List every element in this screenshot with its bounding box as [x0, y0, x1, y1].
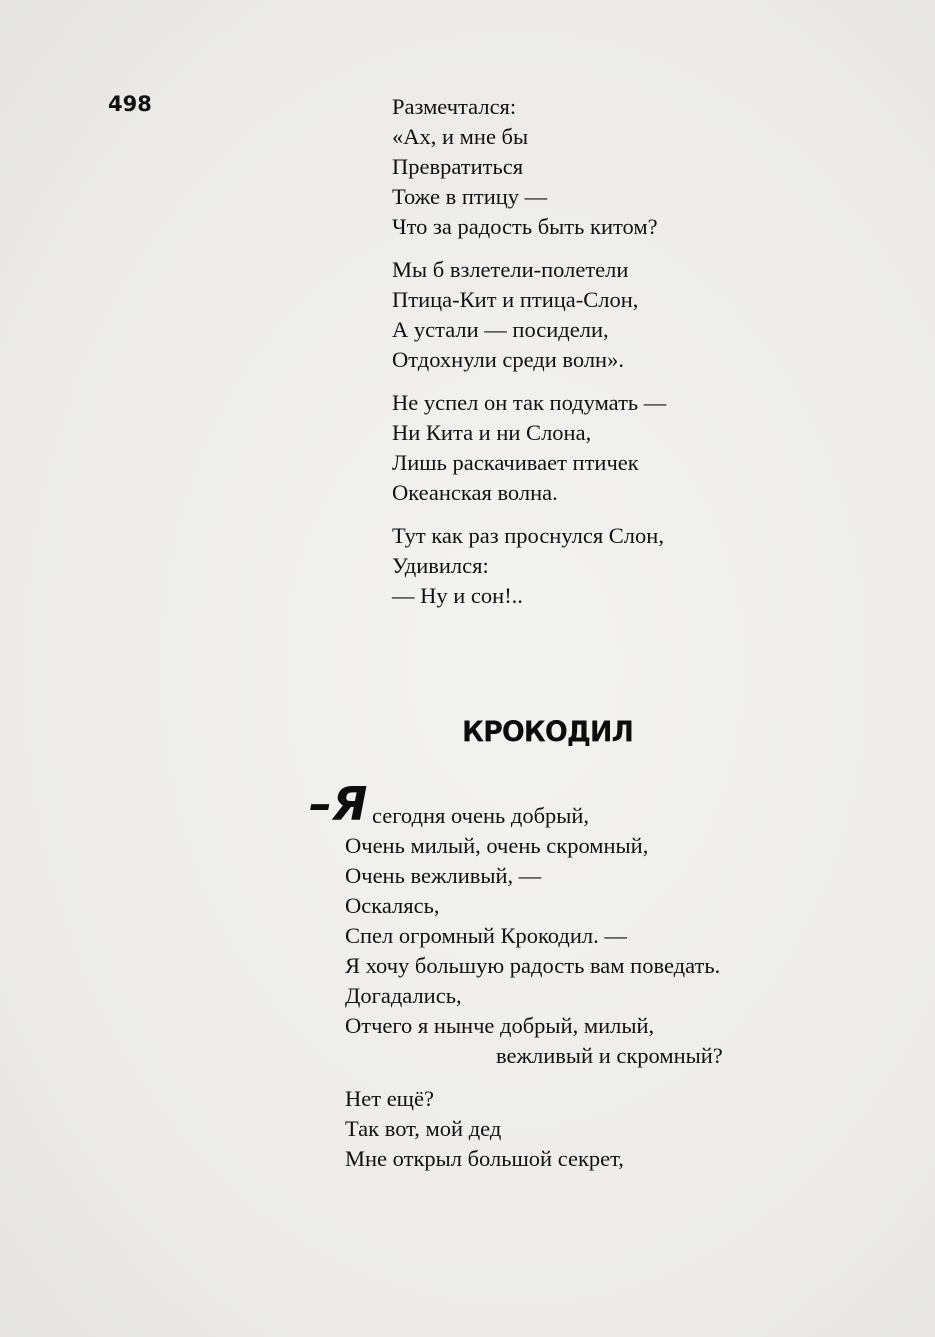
poem-line: Я хочу большую радость вам поведать. — [345, 953, 721, 978]
stanza — [392, 521, 812, 611]
stanza — [392, 255, 812, 375]
poem-line: Нет ещё? — [345, 1086, 434, 1111]
poem-line: Отдохнули среди волн». — [392, 347, 624, 372]
poem-line: Лишь раскачивает птичек — [392, 450, 639, 475]
stanza — [392, 92, 812, 242]
poem-line: Отчего я нынче добрый, милый, — [345, 1013, 655, 1038]
poem-line: Тоже в птицу — — [392, 184, 548, 209]
poem-continuation — [392, 92, 812, 624]
poem-line: Тут как раз проснулся Слон, — [392, 523, 664, 548]
poem-line: Очень милый, очень скромный, — [345, 833, 649, 858]
poem-line: Океанская волна. — [392, 480, 558, 505]
stanza — [345, 1084, 825, 1174]
poem-line: Что за радость быть китом? — [392, 214, 658, 239]
poem-line-indented: вежливый и скромный? — [496, 1043, 723, 1068]
stanza — [392, 388, 812, 508]
poem-line: Мы б взлетели-полетели — [392, 257, 629, 282]
poem-line: — Ну и сон!.. — [392, 583, 523, 608]
poem-line: Оскалясь, — [345, 893, 440, 918]
poem-krokodil — [309, 777, 825, 1187]
poem-line: Превратиться — [392, 154, 524, 179]
stanza — [309, 777, 825, 1071]
page-number: 498 — [108, 92, 152, 116]
poem-line: Ни Кита и ни Слона, — [392, 420, 592, 445]
drop-cap: –Я — [309, 777, 368, 831]
poem-line: Так вот, мой дед — [345, 1116, 502, 1141]
poem-line: Очень вежливый, — — [345, 863, 542, 888]
poem-line: Спел огромный Крокодил. — — [345, 923, 627, 948]
poem-line: Мне открыл большой секрет, — [345, 1146, 624, 1171]
poem-line: «Ах, и мне бы — [392, 124, 529, 149]
poem-line: А устали — посидели, — [392, 317, 609, 342]
poem-first-line — [309, 777, 825, 831]
poem-title: КРОКОДИЛ — [462, 716, 633, 749]
poem-line: сегодня очень добрый, — [372, 803, 590, 828]
poem-line: Удивился: — [392, 553, 489, 578]
poem-line: Не успел он так подумать — — [392, 390, 667, 415]
poem-line: Птица-Кит и птица-Слон, — [392, 287, 639, 312]
poem-line: Догадались, — [345, 983, 462, 1008]
poem-line: Размечтался: — [392, 94, 517, 119]
